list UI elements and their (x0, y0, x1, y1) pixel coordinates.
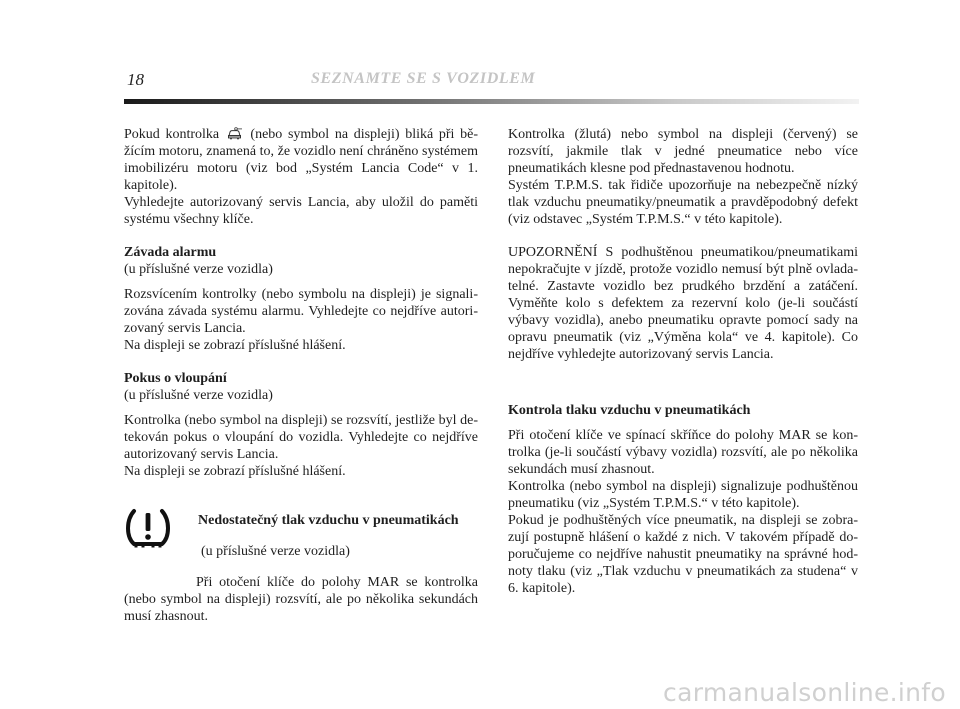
immobilizer-text-end: (nebo symbol na displeji) bliká při běžícím motoru, znamená to, že vozidlo není chráněno systémem imobilizéru motoru (viz bod „Systém Lancia Code“ v 1. kapitole). (124, 127, 478, 193)
break-in-heading: Pokus o vloupání (124, 371, 227, 386)
right-column (508, 126, 858, 597)
car-key-icon (227, 127, 243, 140)
tpms-system-paragraph: Systém T.P.M.S. tak řidiče upozorňuje na nebezpečně nízký tlak vzduchu pneumatiky/pneumatik a pravděpodobný defekt (viz odstavec „Systém T.P.M.S.“ v této kapitole). (508, 178, 858, 227)
tire-check-p1: Při otočení klíče ve spínací skříňce do polohy MAR se kontrolka (je-li součástí výbavy vozidla) rozsvítí, ale po několika sekundách musí zhasnout. (508, 428, 858, 477)
tire-warning-title: Nedostatečný tlak vzduchu v pneumatikách (198, 513, 459, 528)
section-title: SEZNAMTE SE S VOZIDLEM (311, 70, 536, 87)
tire-pressure-warning-block (124, 498, 478, 639)
immobilizer-paragraph (124, 126, 478, 194)
alarm-heading: Závada alarmu (124, 245, 217, 260)
tire-check-p3: Pokud je podhuštěných více pneumatik, na displeji se zobrazují postupně hlášení o každé z nich. V takovém případě doporučujeme co nejdříve nahustit pneumatiky na správné hodnoty tlaku (viz „Tlak vzduchu v pneumatikách za studena“ v 6. kapitole). (508, 513, 858, 596)
tpms-light-paragraph: Kontrolka (žlutá) nebo symbol na displeji (červený) se rozsvítí, jakmile tlak v jedné pneumatice nebo více pneumatikách klesne pod přednastavenou hodnotu. (508, 127, 858, 176)
break-in-display-note: Na displeji se zobrazí příslušné hlášení. (124, 464, 346, 479)
left-column (124, 126, 478, 480)
break-in-note: (u příslušné verze vozidla) (124, 388, 273, 403)
alarm-body: Rozsvícením kontrolky (nebo symbolu na displeji) je signalizována závada systému alarmu. Vyhledejte co nejdříve autorizovaný servis Lancia. (124, 287, 478, 336)
break-in-body: Kontrolka (nebo symbol na displeji) se rozsvítí, jestliže byl detekován pokus o vloupání do vozidla. Vyhledejte co nejdříve autorizovaný servis Lancia. (124, 413, 478, 462)
tire-pressure-warning-icon (125, 506, 171, 548)
immobilizer-advice: Vyhledejte autorizovaný servis Lancia, aby uložil do paměti systému všechny klíče. (124, 195, 478, 227)
tire-check-heading: Kontrola tlaku vzduchu v pneumatikách (508, 403, 751, 418)
warning-notice: UPOZORNĚNÍ S podhuštěnou pneumatikou/pneumatikami nepokračujte v jízdě, protože vozidlo nemusí být plně ovladatelné. Zastavte vozidlo bez prudkého brzdění a zatáčení. Vyměňte kolo s defektem za rezervní kolo (je-li součástí výbavy vozidla), anebo pneumatiku opravte pomocí sady na opravu pneumatik (viz „Výměna kola“ ve 4. kapitole). Co nejdříve vyhledejte autorizovaný servis Lancia. (508, 245, 858, 362)
page-header (124, 68, 864, 106)
watermark: carmanualsonline.info (663, 678, 946, 707)
header-rule (124, 99, 859, 104)
alarm-note: (u příslušné verze vozidla) (124, 262, 273, 277)
tire-check-p2: Kontrolka (nebo symbol na displeji) signalizuje podhuštěnou pneumatiku (viz „Systém T.P.M.S.“ v této kapitole). (508, 479, 858, 511)
immobilizer-text-start: Pokud kontrolka (124, 127, 220, 142)
tire-warning-body: Při otočení klíče do polohy MAR se kontrolka (nebo symbol na displeji) rozsvítí, ale po několika sekundách musí zhasnout. (124, 575, 478, 624)
page-number: 18 (127, 70, 144, 89)
alarm-display-note: Na displeji se zobrazí příslušné hlášení. (124, 338, 346, 353)
tire-warning-note: (u příslušné verze vozidla) (201, 544, 350, 559)
